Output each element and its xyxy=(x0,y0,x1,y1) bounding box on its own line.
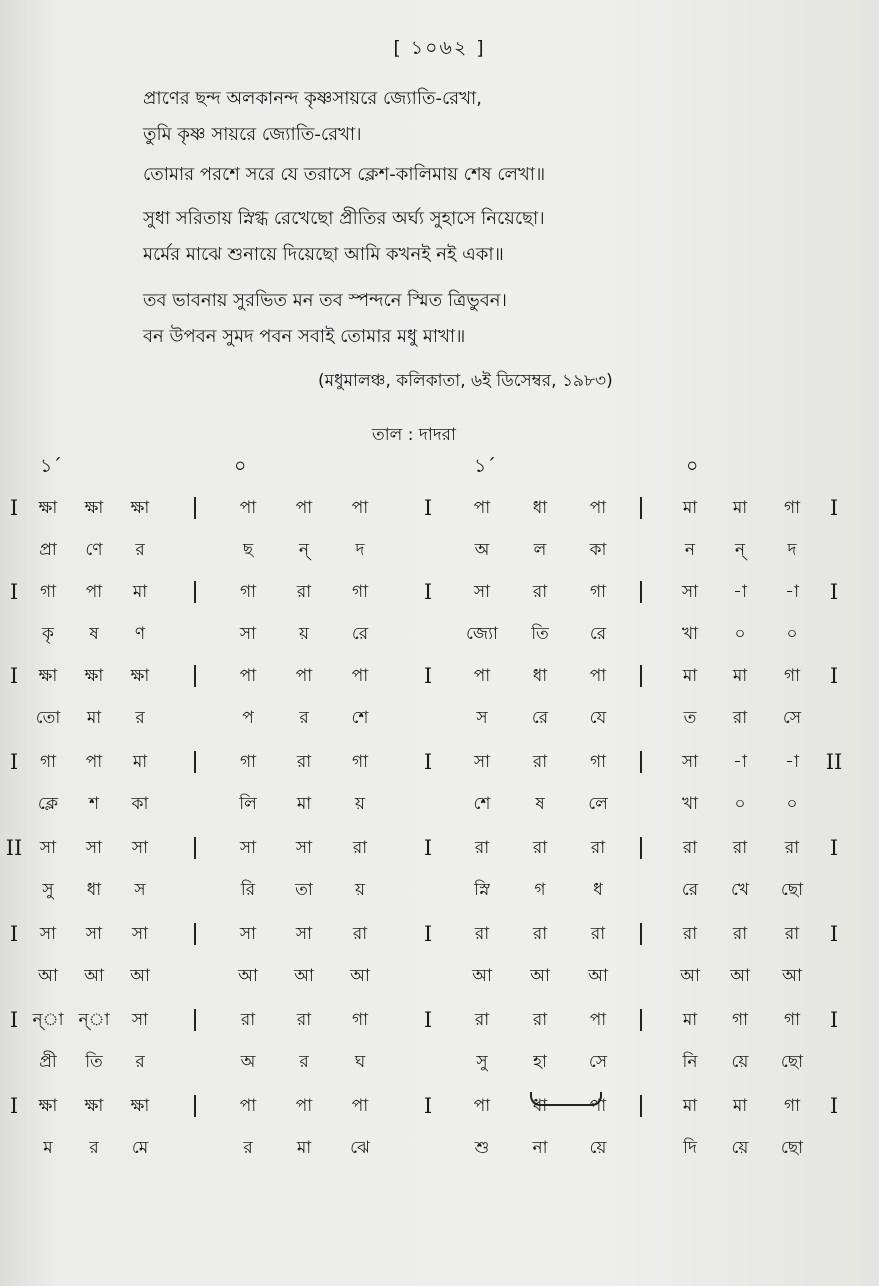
lyric-syllable: সে xyxy=(588,1052,608,1072)
lyric-syllable: ল xyxy=(533,540,547,560)
swara-note: ক্ষা xyxy=(84,1096,104,1116)
beat-divider xyxy=(640,665,642,687)
lyric-syllable: আ xyxy=(238,966,258,986)
lyric-syllable: আ xyxy=(294,966,314,986)
lyric-syllable: ষ xyxy=(89,624,99,644)
swara-note: পা xyxy=(351,666,369,686)
lyric-syllable: দ xyxy=(787,540,797,560)
swara-note: পা xyxy=(351,1096,369,1116)
lyric-syllable: ধ xyxy=(593,880,603,900)
swara-row xyxy=(0,488,879,528)
bar-line-middle: I xyxy=(423,1094,433,1118)
swara-row xyxy=(0,742,879,782)
swara-note: রা xyxy=(682,838,698,858)
lyric-syllable: র xyxy=(89,1138,99,1158)
lyric-syllable: ণে xyxy=(85,540,103,560)
swara-note: গা xyxy=(39,582,57,602)
bar-line-middle: I xyxy=(423,580,433,604)
bar-line-start: I xyxy=(9,580,19,604)
bar-line-start: I xyxy=(9,496,19,520)
verse-line-4: সুধা সরিতায় স্নিগ্ধ রেখেছো প্রীতির অর্ঘ্য সুহাসে নিয়েছো। xyxy=(143,208,545,229)
bar-line-start: II xyxy=(5,836,23,860)
beat-divider xyxy=(194,665,196,687)
swara-note: গা xyxy=(351,752,369,772)
swara-note: মা xyxy=(682,498,698,518)
lyric-syllable: র xyxy=(299,1052,309,1072)
lyric-syllable: ছো xyxy=(780,1138,804,1158)
bar-line-middle: I xyxy=(423,922,433,946)
swara-note: ক্ষা xyxy=(84,666,104,686)
lyric-syllable: গ xyxy=(534,880,546,900)
page-number: [ ১০৬২ ] xyxy=(393,37,486,59)
beat-mark-4: ০ xyxy=(686,455,699,477)
bar-line-start: I xyxy=(9,664,19,688)
swara-note: ন্া xyxy=(32,1010,64,1030)
lyric-syllable: রা xyxy=(732,708,748,728)
lyric-syllable: য় xyxy=(298,624,309,644)
lyric-syllable: আ xyxy=(782,966,802,986)
bar-line-middle: I xyxy=(423,750,433,774)
lyric-syllable: আ xyxy=(130,966,150,986)
beat-divider xyxy=(194,497,196,519)
beat-divider xyxy=(640,923,642,945)
swara-note: সা xyxy=(239,924,257,944)
bar-line-start: I xyxy=(9,922,19,946)
lyric-syllable: রে xyxy=(589,624,607,644)
swara-note: পা xyxy=(85,582,103,602)
lyric-syllable: ০ xyxy=(786,794,798,814)
bar-line-end: II xyxy=(825,750,843,774)
swara-note: রা xyxy=(474,924,490,944)
lyric-syllable: ০ xyxy=(734,624,746,644)
lyric-syllable: কা xyxy=(589,540,607,560)
lyric-syllable: য় xyxy=(354,794,365,814)
lyric-syllable: ছ xyxy=(242,540,254,560)
bar-line-end: I xyxy=(829,496,839,520)
beat-divider xyxy=(640,1095,642,1117)
beat-divider xyxy=(640,497,642,519)
swara-note: ধা xyxy=(532,1096,548,1116)
swara-note: রা xyxy=(784,924,800,944)
lyric-syllable: র xyxy=(299,708,309,728)
swara-note: মা xyxy=(732,1096,748,1116)
lyric-syllable: য়ে xyxy=(589,1138,607,1158)
lyric-syllable: স xyxy=(476,708,488,728)
beat-divider xyxy=(194,1009,196,1031)
lyric-syllable: ন xyxy=(684,540,696,560)
swara-note: গা xyxy=(783,1096,801,1116)
swara-note: -া xyxy=(733,752,747,772)
beat-divider xyxy=(640,751,642,773)
lyric-syllable: লে xyxy=(588,794,608,814)
lyric-syllable: সু xyxy=(476,1052,488,1072)
lyric-syllable: না xyxy=(532,1138,548,1158)
lyric-syllable: নি xyxy=(682,1052,698,1072)
lyric-syllable: ছো xyxy=(780,1052,804,1072)
swara-note: রা xyxy=(590,924,606,944)
lyric-row xyxy=(0,614,879,654)
slur-mark xyxy=(530,1092,602,1106)
lyric-syllable: মা xyxy=(86,708,102,728)
bar-line-start: I xyxy=(9,750,19,774)
swara-note: রা xyxy=(296,1010,312,1030)
lyric-syllable: দি xyxy=(683,1138,697,1158)
swara-row xyxy=(0,572,879,612)
swara-note: পা xyxy=(589,1096,607,1116)
lyric-syllable: ০ xyxy=(734,794,746,814)
lyric-syllable: তি xyxy=(85,1052,103,1072)
swara-note: পা xyxy=(239,498,257,518)
swara-note: ধা xyxy=(532,498,548,518)
lyric-row xyxy=(0,1128,879,1168)
swara-note: গা xyxy=(589,752,607,772)
swara-note: মা xyxy=(132,752,148,772)
bar-line-start: I xyxy=(9,1094,19,1118)
lyric-syllable: ষ xyxy=(535,794,545,814)
swara-note: ক্ষা xyxy=(130,498,150,518)
swara-note: ক্ষা xyxy=(38,1096,58,1116)
swara-note: পা xyxy=(239,1096,257,1116)
swara-note: পা xyxy=(589,498,607,518)
swara-note: গা xyxy=(351,1010,369,1030)
swara-note: পা xyxy=(473,1096,491,1116)
swara-note: রা xyxy=(532,924,548,944)
swara-note: সা xyxy=(681,582,699,602)
lyric-syllable: ণ xyxy=(134,624,146,644)
bar-line-middle: I xyxy=(423,664,433,688)
bar-line-middle: I xyxy=(423,1008,433,1032)
swara-note: পা xyxy=(85,752,103,772)
swara-note: রা xyxy=(296,582,312,602)
beat-mark-2: ০ xyxy=(234,455,247,477)
swara-note: গা xyxy=(783,666,801,686)
lyric-syllable: মা xyxy=(296,794,312,814)
lyric-syllable: ঘ xyxy=(354,1052,366,1072)
swara-note: রা xyxy=(732,924,748,944)
lyric-syllable: আ xyxy=(38,966,58,986)
verse-line-1: প্রাণের ছন্দ অলকানন্দ কৃষ্ণসায়রে জ্যোতি-রেখা, xyxy=(143,88,482,109)
lyric-syllable: কা xyxy=(131,794,149,814)
swara-note: মা xyxy=(132,582,148,602)
lyric-syllable: কৃ xyxy=(42,624,54,644)
lyric-row xyxy=(0,956,879,996)
bar-line-end: I xyxy=(829,664,839,688)
tala-label: তাল : দাদরা xyxy=(372,425,456,445)
bar-line-end: I xyxy=(829,836,839,860)
lyric-syllable: সে xyxy=(782,708,802,728)
beat-divider xyxy=(194,1095,196,1117)
swara-note: সা xyxy=(295,838,313,858)
beat-divider xyxy=(194,751,196,773)
swara-note: গা xyxy=(783,498,801,518)
lyric-syllable: হা xyxy=(533,1052,547,1072)
lyric-syllable: য়ে xyxy=(731,1052,749,1072)
lyric-syllable: আ xyxy=(84,966,104,986)
beat-divider xyxy=(640,1009,642,1031)
lyric-syllable: জ্যো xyxy=(466,624,498,644)
swara-note: সা xyxy=(131,838,149,858)
swara-note: রা xyxy=(732,838,748,858)
beat-divider xyxy=(640,581,642,603)
bar-line-middle: I xyxy=(423,496,433,520)
lyric-syllable: মে xyxy=(131,1138,149,1158)
swara-note: পা xyxy=(295,1096,313,1116)
lyric-syllable: ত xyxy=(683,708,697,728)
bar-line-end: I xyxy=(829,1008,839,1032)
swara-note: ন্া xyxy=(78,1010,110,1030)
lyric-syllable: রে xyxy=(681,880,699,900)
lyric-syllable: শ xyxy=(88,794,100,814)
lyric-syllable: আ xyxy=(350,966,370,986)
swara-note: রা xyxy=(532,752,548,772)
swara-note: পা xyxy=(473,498,491,518)
swara-note: রা xyxy=(352,838,368,858)
beat-divider xyxy=(194,581,196,603)
swara-note: ধা xyxy=(532,666,548,686)
swara-note: মা xyxy=(682,666,698,686)
swara-note: পা xyxy=(589,666,607,686)
lyric-syllable: রি xyxy=(240,880,256,900)
lyric-row xyxy=(0,530,879,570)
swara-note: পা xyxy=(239,666,257,686)
lyric-syllable: ছো xyxy=(780,880,804,900)
swara-note: সা xyxy=(131,924,149,944)
swara-note: গা xyxy=(39,752,57,772)
swara-note: গা xyxy=(239,752,257,772)
lyric-syllable: খা xyxy=(681,794,699,814)
swara-note: -া xyxy=(785,752,799,772)
lyric-syllable: প্রা xyxy=(39,540,57,560)
beat-divider xyxy=(640,837,642,859)
lyric-syllable: স্নি xyxy=(474,880,490,900)
verse-line-5: মর্মের মাঝে শুনায়ে দিয়েছো আমি কখনই নই একা॥ xyxy=(143,244,504,265)
swara-note: রা xyxy=(532,582,548,602)
lyric-syllable: য়ে xyxy=(731,1138,749,1158)
lyric-syllable: দ xyxy=(355,540,365,560)
lyric-syllable: ঝে xyxy=(350,1138,370,1158)
bar-line-end: I xyxy=(829,580,839,604)
swara-note: মা xyxy=(682,1010,698,1030)
lyric-syllable: আ xyxy=(680,966,700,986)
lyric-syllable: র xyxy=(135,1052,145,1072)
lyric-syllable: ০ xyxy=(786,624,798,644)
lyric-syllable: র xyxy=(135,708,145,728)
swara-note: মা xyxy=(682,1096,698,1116)
swara-note: রা xyxy=(532,1010,548,1030)
swara-note: পা xyxy=(351,498,369,518)
verse-line-7: বন উপবন সুমদ পবন সবাই তোমার মধু মাখা॥ xyxy=(143,326,466,347)
lyric-syllable: মা xyxy=(296,1138,312,1158)
swara-note: পা xyxy=(295,666,313,686)
swara-note: মা xyxy=(732,498,748,518)
lyric-syllable: শে xyxy=(351,708,369,728)
lyric-syllable: সা xyxy=(239,624,257,644)
lyric-syllable: আ xyxy=(730,966,750,986)
swara-note: রা xyxy=(532,838,548,858)
source-citation: (মধুমালঞ্চ, কলিকাতা, ৬ই ডিসেম্বর, ১৯৮৩) xyxy=(318,371,613,391)
swara-row xyxy=(0,828,879,868)
lyric-syllable: তা xyxy=(295,880,313,900)
swara-note: গা xyxy=(351,582,369,602)
lyric-syllable: আ xyxy=(472,966,492,986)
swara-note: সা xyxy=(131,1010,149,1030)
lyric-syllable: খা xyxy=(681,624,699,644)
swara-note: সা xyxy=(239,838,257,858)
lyric-syllable: য় xyxy=(354,880,365,900)
bar-line-end: I xyxy=(829,922,839,946)
swara-note: পা xyxy=(295,498,313,518)
swara-note: রা xyxy=(474,838,490,858)
swara-note: সা xyxy=(39,924,57,944)
swara-note: পা xyxy=(473,666,491,686)
lyric-syllable: লি xyxy=(239,794,257,814)
swara-note: গা xyxy=(783,1010,801,1030)
lyric-syllable: তি xyxy=(531,624,549,644)
lyric-syllable: অ xyxy=(474,540,490,560)
verse-line-6: তব ভাবনায় সুরভিত মন তব স্পন্দনে স্মিত ত্রিভুবন। xyxy=(143,290,507,311)
lyric-syllable: অ xyxy=(240,1052,256,1072)
lyric-syllable: আ xyxy=(588,966,608,986)
lyric-syllable: সু xyxy=(42,880,54,900)
beat-mark-3: ১´ xyxy=(474,455,496,477)
swara-row xyxy=(0,914,879,954)
swara-note: -া xyxy=(785,582,799,602)
lyric-syllable: রে xyxy=(531,708,549,728)
lyric-syllable: আ xyxy=(530,966,550,986)
lyric-syllable: ক্লে xyxy=(37,794,59,814)
lyric-syllable: ম xyxy=(43,1138,53,1158)
lyric-syllable: শু xyxy=(474,1138,490,1158)
swara-note: সা xyxy=(85,924,103,944)
swara-note: ক্ষা xyxy=(38,666,58,686)
swara-note: রা xyxy=(296,752,312,772)
swara-note: ক্ষা xyxy=(38,498,58,518)
beat-divider xyxy=(194,923,196,945)
swara-row xyxy=(0,1086,879,1126)
lyric-syllable: ন্ xyxy=(734,540,746,560)
lyric-syllable: রে xyxy=(351,624,369,644)
swara-row xyxy=(0,1000,879,1040)
swara-note: রা xyxy=(474,1010,490,1030)
swara-note: ক্ষা xyxy=(84,498,104,518)
lyric-syllable: খে xyxy=(730,880,750,900)
beat-divider xyxy=(194,837,196,859)
swara-note: ক্ষা xyxy=(130,1096,150,1116)
swara-note: রা xyxy=(784,838,800,858)
lyric-syllable: প xyxy=(242,708,254,728)
lyric-syllable: স xyxy=(134,880,146,900)
swara-note: মা xyxy=(732,666,748,686)
swara-note: রা xyxy=(240,1010,256,1030)
swara-note: সা xyxy=(681,752,699,772)
swara-note: রা xyxy=(352,924,368,944)
swara-note: পা xyxy=(589,1010,607,1030)
swara-note: সা xyxy=(295,924,313,944)
swara-note: রা xyxy=(682,924,698,944)
lyric-syllable: তো xyxy=(35,708,61,728)
verse-line-3: তোমার পরশে সরে যে তরাসে ক্লেশ-কালিমায় শেষ লেখা॥ xyxy=(143,164,546,185)
swara-note: সা xyxy=(473,752,491,772)
lyric-syllable: ন্ xyxy=(298,540,310,560)
swara-note: গা xyxy=(589,582,607,602)
swara-note: সা xyxy=(39,838,57,858)
beat-mark-1: ১´ xyxy=(40,455,62,477)
swara-note: -া xyxy=(733,582,747,602)
verse-line-2: তুমি কৃষ্ণ সায়রে জ্যোতি-রেখা। xyxy=(143,124,362,145)
lyric-row xyxy=(0,698,879,738)
bar-line-middle: I xyxy=(423,836,433,860)
swara-note: রা xyxy=(590,838,606,858)
lyric-syllable: শে xyxy=(473,794,491,814)
swara-note: ক্ষা xyxy=(130,666,150,686)
swara-note: সা xyxy=(85,838,103,858)
lyric-syllable: প্রী xyxy=(39,1052,57,1072)
lyric-syllable: যে xyxy=(589,708,607,728)
lyric-row xyxy=(0,1042,879,1082)
lyric-syllable: ধা xyxy=(86,880,102,900)
lyric-row xyxy=(0,784,879,824)
swara-note: গা xyxy=(239,582,257,602)
swara-note: সা xyxy=(473,582,491,602)
lyric-syllable: র xyxy=(135,540,145,560)
lyric-row xyxy=(0,870,879,910)
lyric-syllable: র xyxy=(243,1138,253,1158)
swara-note: গা xyxy=(731,1010,749,1030)
swara-row xyxy=(0,656,879,696)
bar-line-start: I xyxy=(9,1008,19,1032)
bar-line-end: I xyxy=(829,1094,839,1118)
